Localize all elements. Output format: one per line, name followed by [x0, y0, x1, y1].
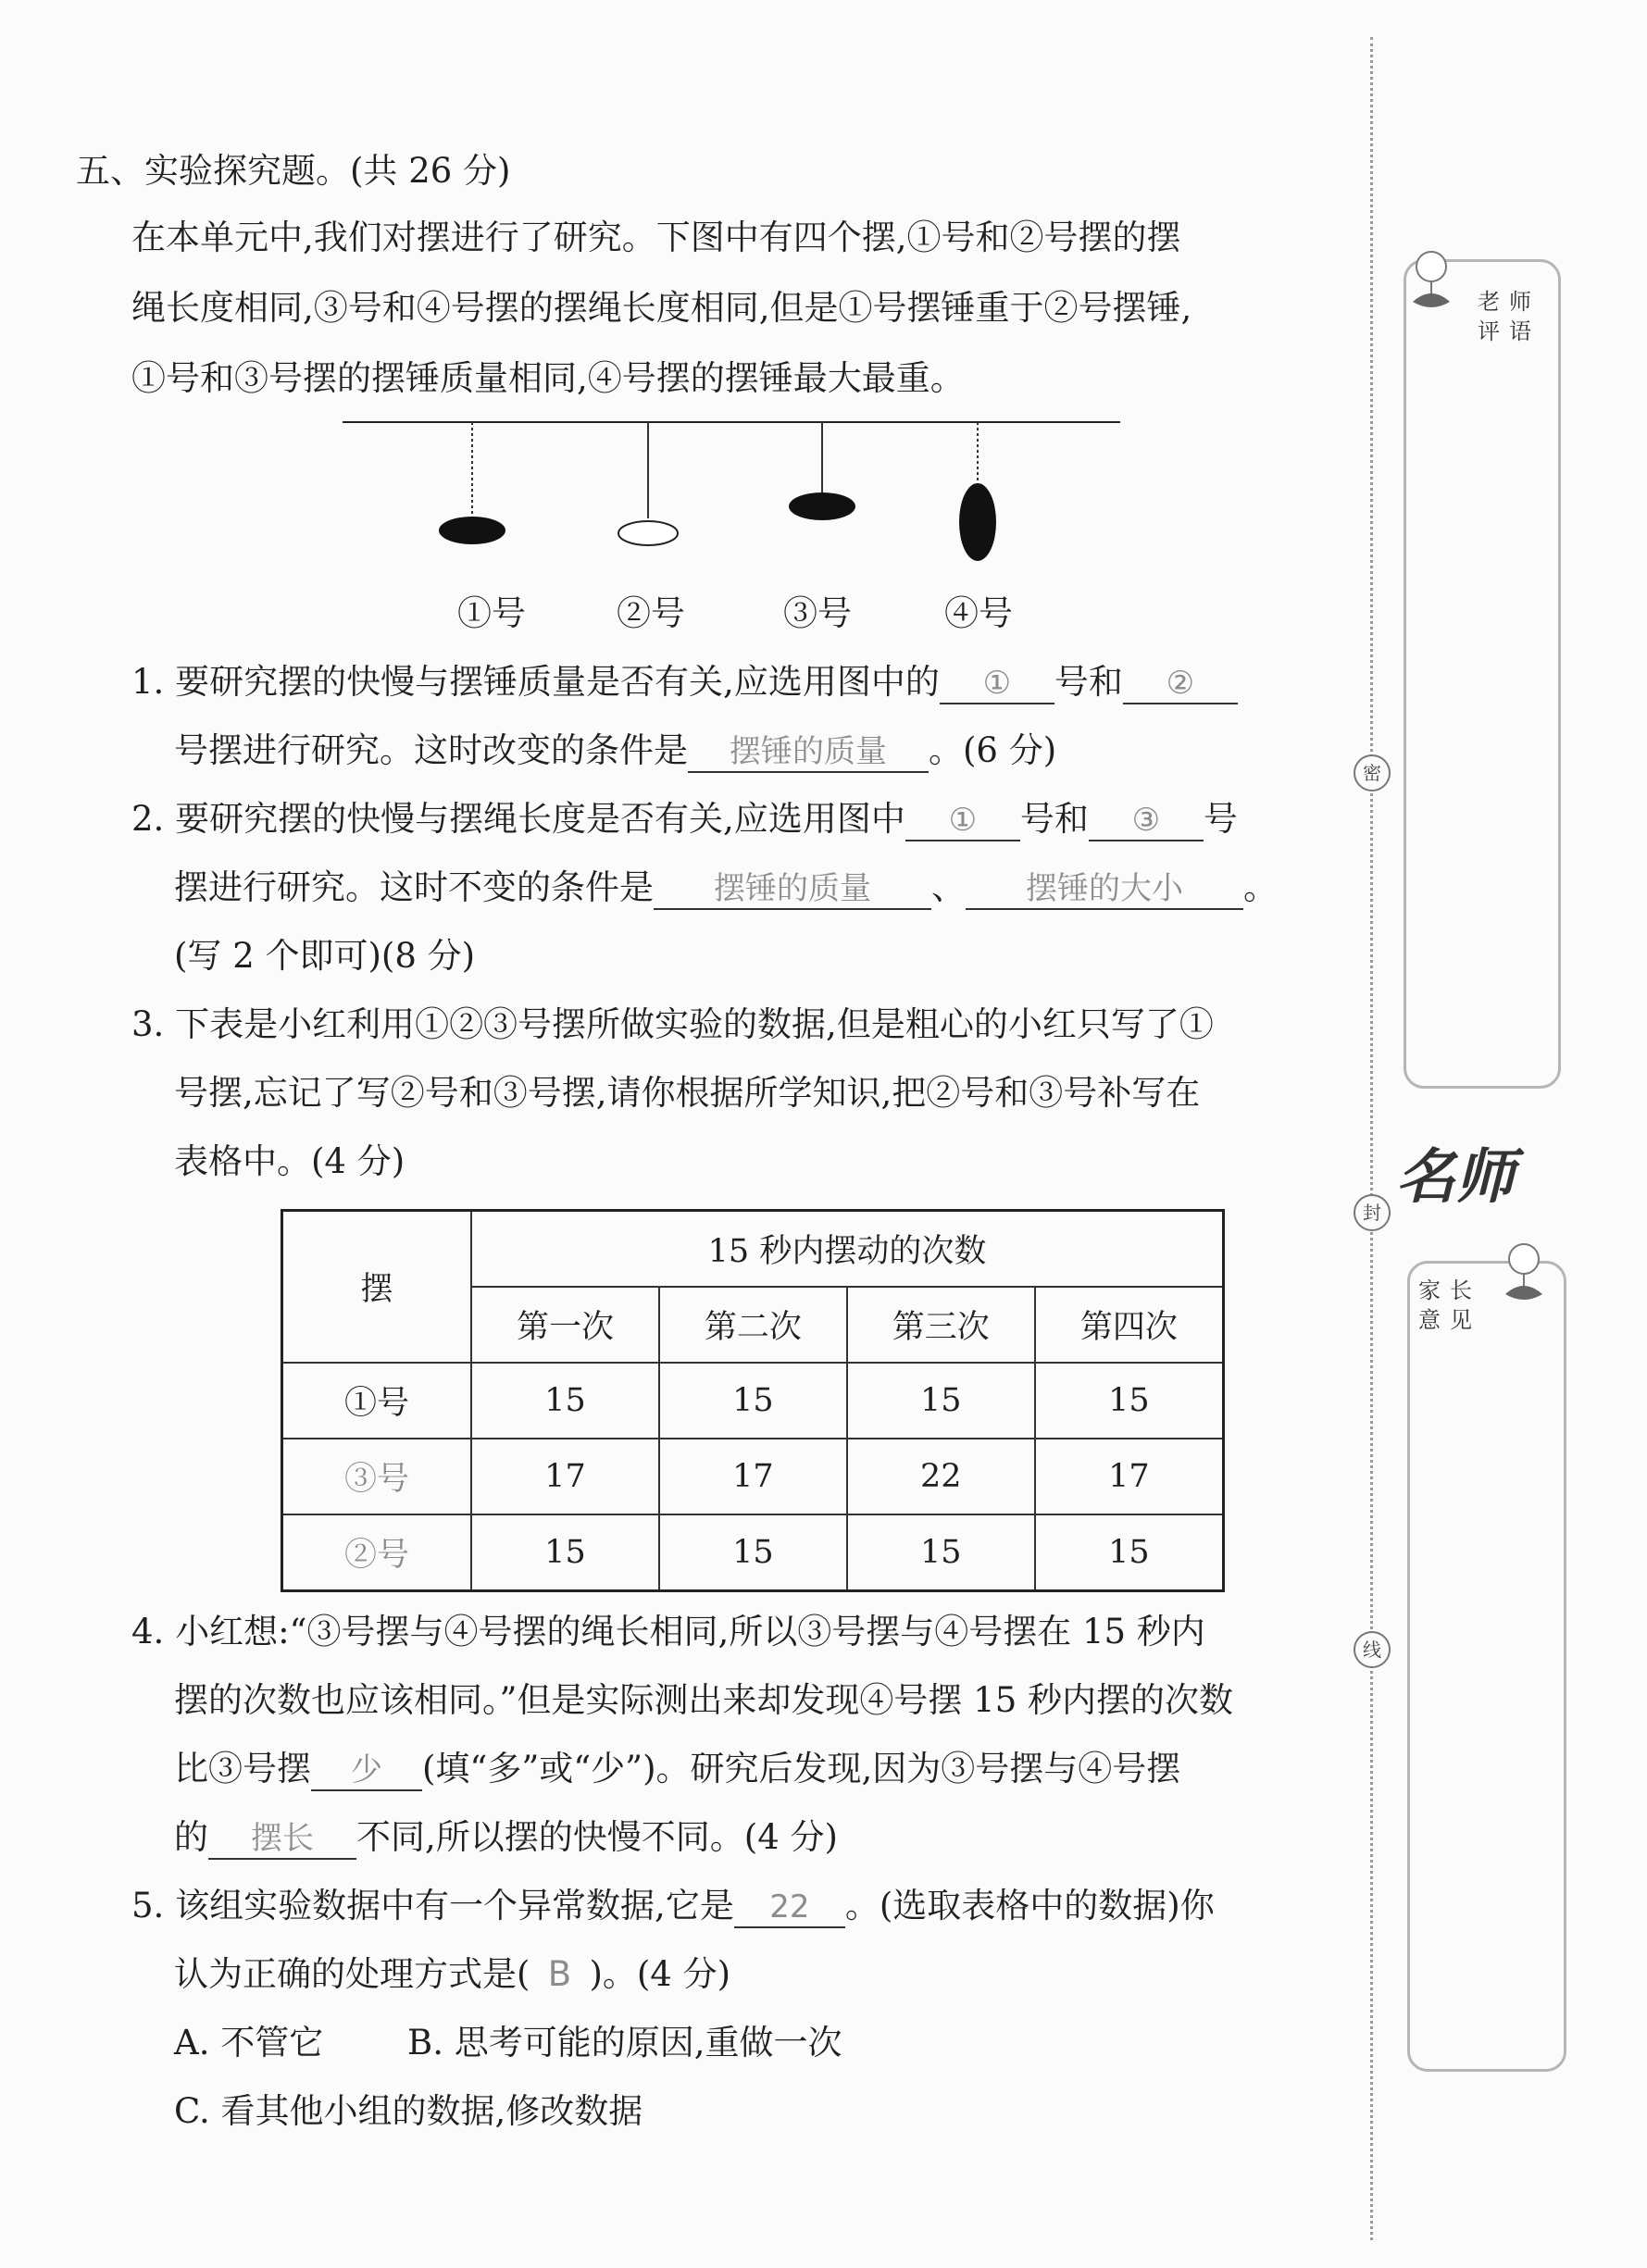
q3-line-1: 3. 下表是小红利用①②③号摆所做实验的数据,但是粗心的小红只写了① [131, 1004, 1214, 1044]
q2-text-2: 号和 [1019, 799, 1089, 839]
q4-text-4: 不同,所以摆的快慢不同。(4 分) [356, 1817, 838, 1857]
parent-label-1: 家长 [1418, 1277, 1481, 1303]
q4-line-3 [174, 1746, 1180, 1792]
q2-answer-3: 摆锤的质量 [654, 867, 931, 910]
cell: 17 [659, 1439, 847, 1514]
q4-text-3: 的 [174, 1817, 208, 1857]
teacher-label-1: 老师 [1478, 289, 1541, 315]
q4-text-2: (填“多”或“少”)。研究后发现,因为③号摆与④号摆 [422, 1749, 1181, 1788]
trial-header-4: 第四次 [1035, 1287, 1224, 1363]
q2-note: (写 2 个即可)(8 分) [174, 936, 476, 976]
pendulum-data-table [281, 1209, 1225, 1592]
q5-option-c: C. 看其他小组的数据,修改数据 [174, 2091, 643, 2131]
row-label-answer: ③号 [282, 1439, 472, 1514]
intro-line-3: ①号和③号摆的摆锤质量相同,④号摆的摆锤最大最重。 [131, 358, 965, 398]
pendulum-1-bob [439, 517, 505, 544]
parent-label-2: 意见 [1418, 1307, 1481, 1333]
lamp-icon [1492, 1240, 1566, 1315]
q2-text-3: 号 [1203, 799, 1238, 839]
seal-mark-feng: 封 [1354, 1194, 1391, 1231]
q5-text-4: )。(4 分) [589, 1954, 731, 1994]
cell: 15 [847, 1514, 1035, 1591]
q5-text-2: 。(选取表格中的数据)你 [844, 1886, 1215, 1925]
q2-text-4: 摆进行研究。这时不变的条件是 [174, 867, 654, 907]
cell: 15 [659, 1514, 847, 1591]
figure-label-4: ④号 [944, 593, 1013, 633]
q1-answer-2: ② [1123, 662, 1238, 704]
lamp-icon [1400, 248, 1474, 322]
seal-mark-xian: 线 [1354, 1631, 1391, 1668]
q1-text-2: 号和 [1054, 662, 1123, 702]
figure-label-1: ①号 [457, 593, 526, 633]
trial-header-3: 第三次 [847, 1287, 1035, 1363]
q1-text-3: 号摆进行研究。这时改变的条件是 [174, 730, 688, 770]
teacher-comment-box [1404, 259, 1561, 1089]
q5-answer-1: 22 [734, 1886, 845, 1928]
table-row [282, 1514, 1224, 1591]
q1-answer-3: 摆锤的质量 [688, 730, 929, 773]
intro-line-2: 绳长度相同,③号和④号摆的摆绳长度相同,但是①号摆锤重于②号摆锤, [131, 288, 1192, 328]
q4-line-4 [174, 1814, 838, 1861]
q5-line-1 [131, 1883, 1215, 1929]
brand-logo: 名师 [1396, 1142, 1515, 1212]
cell: 15 [847, 1363, 1035, 1439]
q2-answer-1: ① [905, 799, 1020, 841]
table-group-header: 15 秒内摆动的次数 [471, 1211, 1224, 1288]
q2-text-6: 。 [1243, 867, 1278, 907]
q2-text-5: 、 [931, 867, 966, 907]
seal-dotted-line [1370, 37, 1373, 2240]
q4-answer-1: 少 [311, 1749, 422, 1791]
q2-answer-2: ③ [1089, 799, 1204, 841]
cell: 15 [471, 1514, 659, 1591]
q1-answer-1: ① [940, 662, 1054, 704]
seal-mark-mi: 密 [1354, 754, 1391, 791]
q1-line-2 [174, 728, 1056, 774]
table-row [282, 1439, 1224, 1514]
table-col-header: 摆 [282, 1211, 472, 1364]
pendulum-2-bob [618, 521, 678, 545]
pendulum-4-bob [959, 483, 996, 561]
row-label-answer: ②号 [282, 1514, 472, 1591]
cell: 15 [659, 1363, 847, 1439]
q5-text-3: 认为正确的处理方式是( [174, 1954, 530, 1994]
q4-line-1: 4. 小红想:“③号摆与④号摆的绳长相同,所以③号摆与④号摆在 15 秒内 [131, 1612, 1205, 1651]
q1-text-4: 。(6 分) [929, 730, 1057, 770]
cell: 17 [471, 1439, 659, 1514]
teacher-label-2: 评语 [1478, 318, 1541, 344]
trial-header-2: 第二次 [659, 1287, 847, 1363]
cell: 17 [1035, 1439, 1224, 1514]
q5-text-1: 5. 该组实验数据中有一个异常数据,它是 [131, 1886, 734, 1925]
q2-line-1 [131, 796, 1238, 842]
figure-label-2: ②号 [617, 593, 685, 633]
section-title: 五、实验探究题。(共 26 分) [76, 151, 511, 191]
q5-line-2 [174, 1951, 730, 1998]
parent-comment-box [1407, 1261, 1566, 2072]
pendulum-3-bob [789, 492, 855, 520]
q1-text-1: 1. 要研究摆的快慢与摆锤质量是否有关,应选用图中的 [131, 662, 940, 702]
cell: 15 [1035, 1514, 1224, 1591]
cell: 22 [847, 1439, 1035, 1514]
trial-header-1: 第一次 [471, 1287, 659, 1363]
q5-answer-2: B [547, 1954, 572, 1994]
q5-option-a: A. 不管它 [174, 2023, 324, 2062]
intro-line-1: 在本单元中,我们对摆进行了研究。下图中有四个摆,①号和②号摆的摆 [131, 218, 1181, 257]
cell: 15 [471, 1363, 659, 1439]
q1-line-1 [131, 659, 1238, 705]
q5-option-b: B. 思考可能的原因,重做一次 [407, 2023, 842, 2062]
row-label: ①号 [282, 1363, 472, 1439]
q4-line-2: 摆的次数也应该相同。”但是实际测出来却发现④号摆 15 秒内摆的次数 [174, 1680, 1234, 1720]
q2-text-1: 2. 要研究摆的快慢与摆绳长度是否有关,应选用图中 [131, 799, 905, 839]
q4-text-1: 比③号摆 [174, 1749, 311, 1788]
q2-answer-4: 摆锤的大小 [966, 867, 1243, 910]
q3-line-2: 号摆,忘记了写②号和③号摆,请你根据所学知识,把②号和③号补写在 [174, 1073, 1201, 1113]
q3-line-3: 表格中。(4 分) [174, 1141, 406, 1181]
q2-line-2 [174, 865, 1278, 911]
figure-label-3: ③号 [783, 593, 852, 633]
q4-answer-2: 摆长 [208, 1817, 356, 1860]
cell: 15 [1035, 1363, 1224, 1439]
table-row [282, 1363, 1224, 1439]
